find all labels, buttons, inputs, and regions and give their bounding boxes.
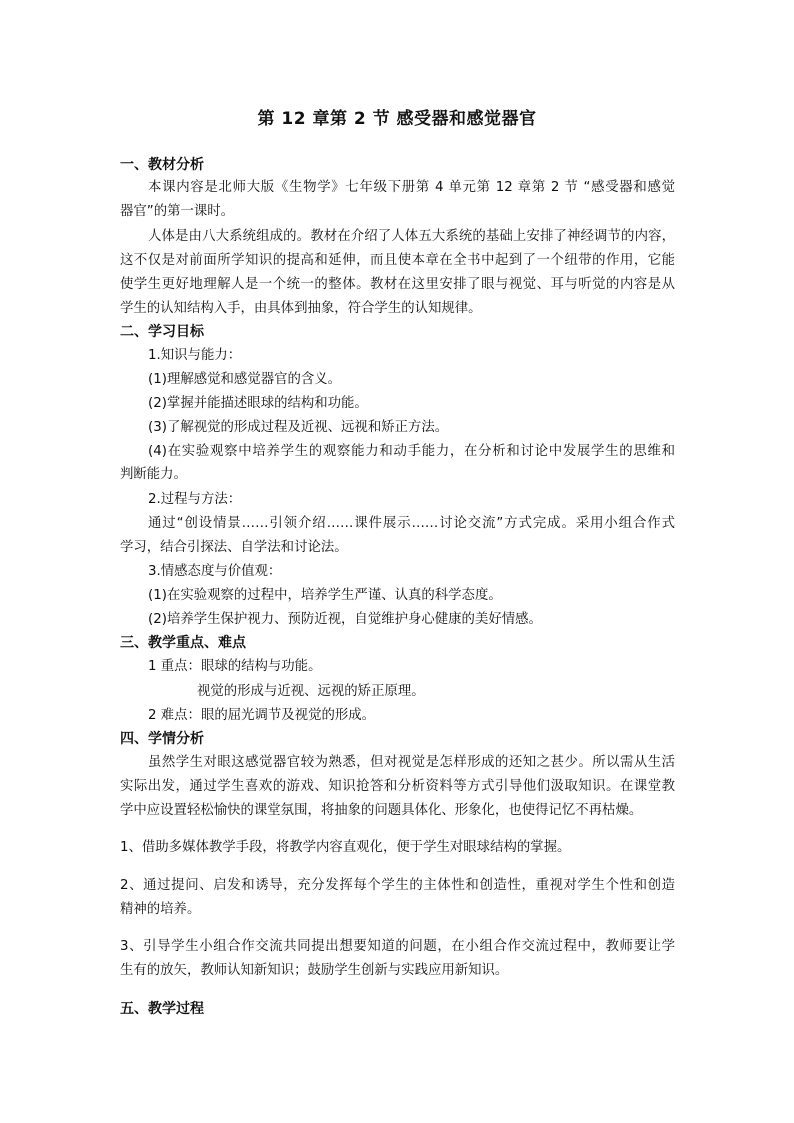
- key-point: 1 重点：眼球的结构与功能。: [148, 659, 322, 674]
- objective-item: (2)掌握并能描述眼球的结构和功能。: [148, 396, 368, 411]
- section-heading-teaching-process: 五、教学过程: [120, 1001, 204, 1017]
- list-item: 1、借助多媒体教学手段，将教学内容直观化，便于学生对眼球结构的掌握。: [120, 840, 571, 855]
- objective-item: 判断能力。: [120, 467, 187, 482]
- objective-subheading: 2.过程与方法：: [148, 492, 242, 507]
- paragraph-line: 通过“创设情景……引领介绍……课件展示……讨论交流”方式完成。采用小组合作式: [148, 516, 675, 531]
- list-item: 3、引导学生小组合作交流共同提出想要知道的问题，在小组合作交流过程中，教师要让学: [120, 939, 675, 954]
- paragraph-line: 这不仅是对前面所学知识的提高和延伸，而且使本章在全书中起到了一个纽带的作用，它能: [120, 253, 675, 268]
- paragraph-line: 虽然学生对眼这感觉器官较为熟悉，但对视觉是怎样形成的还知之甚少。所以需从生活: [148, 755, 675, 770]
- list-item: 精神的培养。: [120, 902, 201, 917]
- paragraph-line: 学生的认知结构入手，由具体到抽象，符合学生的认知规律。: [120, 301, 482, 316]
- section-heading-student-analysis: 四、学情分析: [120, 731, 204, 747]
- section-heading-key-points: 三、教学重点、难点: [120, 635, 246, 651]
- paragraph-line: 人体是由八大系统组成的。教材在介绍了人体五大系统的基础上安排了神经调节的内容，: [148, 229, 675, 244]
- paragraph-line: 实际出发，通过学生喜欢的游戏、知识抢答和分析资料等方式引导他们汲取知识。在课堂教: [120, 779, 675, 794]
- objective-item: (1)理解感觉和感觉器官的含义。: [148, 372, 342, 387]
- paragraph-line: 学中应设置轻松愉快的课堂氛围，将抽象的问题具体化、形象化，也使得记忆不再枯燥。: [120, 803, 643, 818]
- paragraph-line: 学习，结合引探法、自学法和讨论法。: [120, 540, 348, 555]
- objective-item: (3)了解视觉的形成过程及近视、远视和矫正方法。: [148, 420, 449, 435]
- key-point: 视觉的形成与近视、远视的矫正原理。: [197, 684, 425, 699]
- paragraph-line: 本课内容是北师大版《生物学》七年级下册第 4 单元第 12 章第 2 节 “感受器和感觉: [148, 180, 675, 195]
- objective-subheading: 3.情感态度与价值观：: [148, 564, 282, 579]
- objective-subheading: 1.知识与能力：: [148, 348, 242, 363]
- paragraph-line: 使学生更好地理解人是一个统一的整体。教材在这里安排了眼与视觉、耳与听觉的内容是从: [120, 277, 675, 292]
- document-title: 第 12 章第 2 节 感受器和感觉器官: [257, 109, 537, 129]
- section-heading-learning-objectives: 二、学习目标: [120, 324, 204, 340]
- section-heading-textbook-analysis: 一、教材分析: [120, 157, 204, 173]
- objective-item: (4)在实验观察中培养学生的观察能力和动手能力，在分析和讨论中发展学生的思维和: [148, 444, 675, 459]
- difficult-point: 2 难点：眼的屈光调节及视觉的形成。: [148, 708, 376, 723]
- list-item: 生有的放矢，教师认知新知识；鼓励学生创新与实践应用新知识。: [120, 963, 509, 978]
- objective-item: (1)在实验观察的过程中，培养学生严谨、认真的科学态度。: [148, 588, 502, 603]
- paragraph-line: 器官”的第一课时。: [120, 204, 235, 219]
- objective-item: (2)培养学生保护视力、预防近视，自觉维护身心健康的美好情感。: [148, 612, 542, 627]
- list-item: 2、通过提问、启发和诱导，充分发挥每个学生的主体性和创造性，重视对学生个性和创造: [120, 878, 675, 893]
